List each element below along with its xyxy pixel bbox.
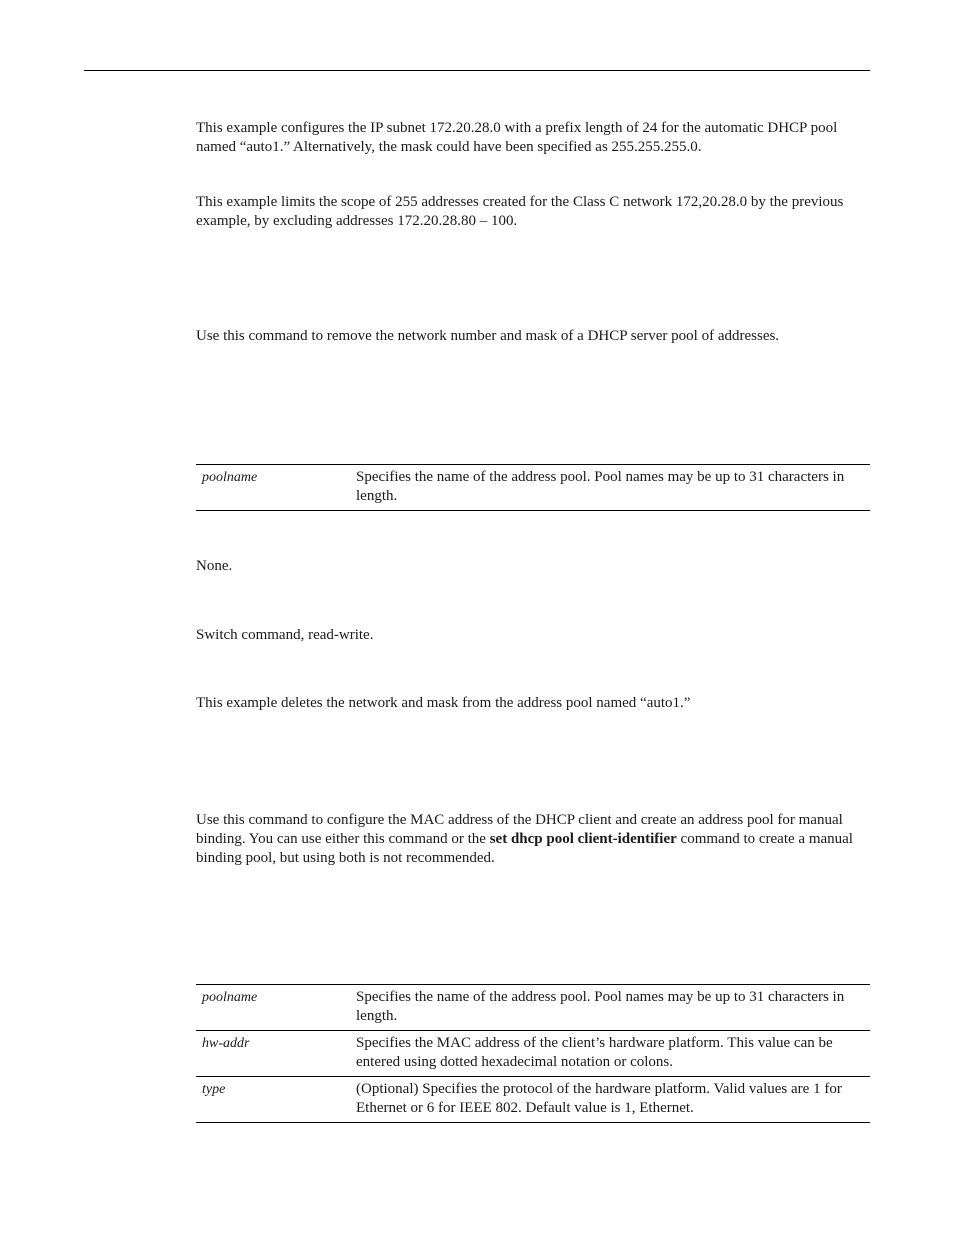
clear-network-defaults: None. [196, 558, 233, 574]
example-limit-text: This example limits the scope of 255 addresses created for the Class C network 172,20.28.0 by the previous example, by excluding addresses 172.20.28.80 – 100. [196, 194, 844, 229]
param-description: Specifies the MAC address of the client’s hardware platform. This value can be entered using dotted hexadecimal notation or colons. [356, 1035, 833, 1070]
param-description: (Optional) Specifies the protocol of the hardware platform. Valid values are 1 for Ethernet or 6 for IEEE 802. Default value is 1, Ethernet. [356, 1081, 842, 1116]
param-row [196, 465, 870, 511]
param-description: Specifies the name of the address pool. Pool names may be up to 31 characters in length. [356, 989, 845, 1024]
description-text-part2: command to create a manual binding pool, but using both is not recommended. [196, 831, 853, 866]
param-name: poolname [202, 990, 258, 1005]
param-description: Specifies the name of the address pool. Pool names may be up to 31 characters in length. [356, 469, 845, 504]
example-configure-text: This example configures the IP subnet 172.20.28.0 with a prefix length of 24 for the automatic DHCP pool named “auto1.” Alternatively, the mask could have been specified as 255.255.255.0. [196, 120, 838, 155]
clear-network-params-table [196, 464, 870, 511]
param-row [196, 1031, 870, 1077]
param-row [196, 985, 870, 1031]
param-name: poolname [202, 470, 258, 485]
param-name: type [202, 1082, 226, 1097]
hardware-address-params-table [196, 984, 870, 1123]
param-name: hw-addr [202, 1036, 250, 1051]
header-rule [84, 70, 870, 71]
clear-network-example: This example deletes the network and mask from the address pool named “auto1.” [196, 695, 691, 711]
hardware-address-description [196, 811, 872, 868]
description-text-part1: Use this command to configure the MAC address of the DHCP client and create an address pool for manual binding. You can use either this command or the [196, 812, 843, 847]
command-reference: set dhcp pool client-identifier [489, 831, 677, 847]
param-row [196, 1077, 870, 1123]
clear-network-description: Use this command to remove the network number and mask of a DHCP server pool of addresses. [196, 328, 780, 344]
clear-network-mode: Switch command, read-write. [196, 627, 374, 643]
